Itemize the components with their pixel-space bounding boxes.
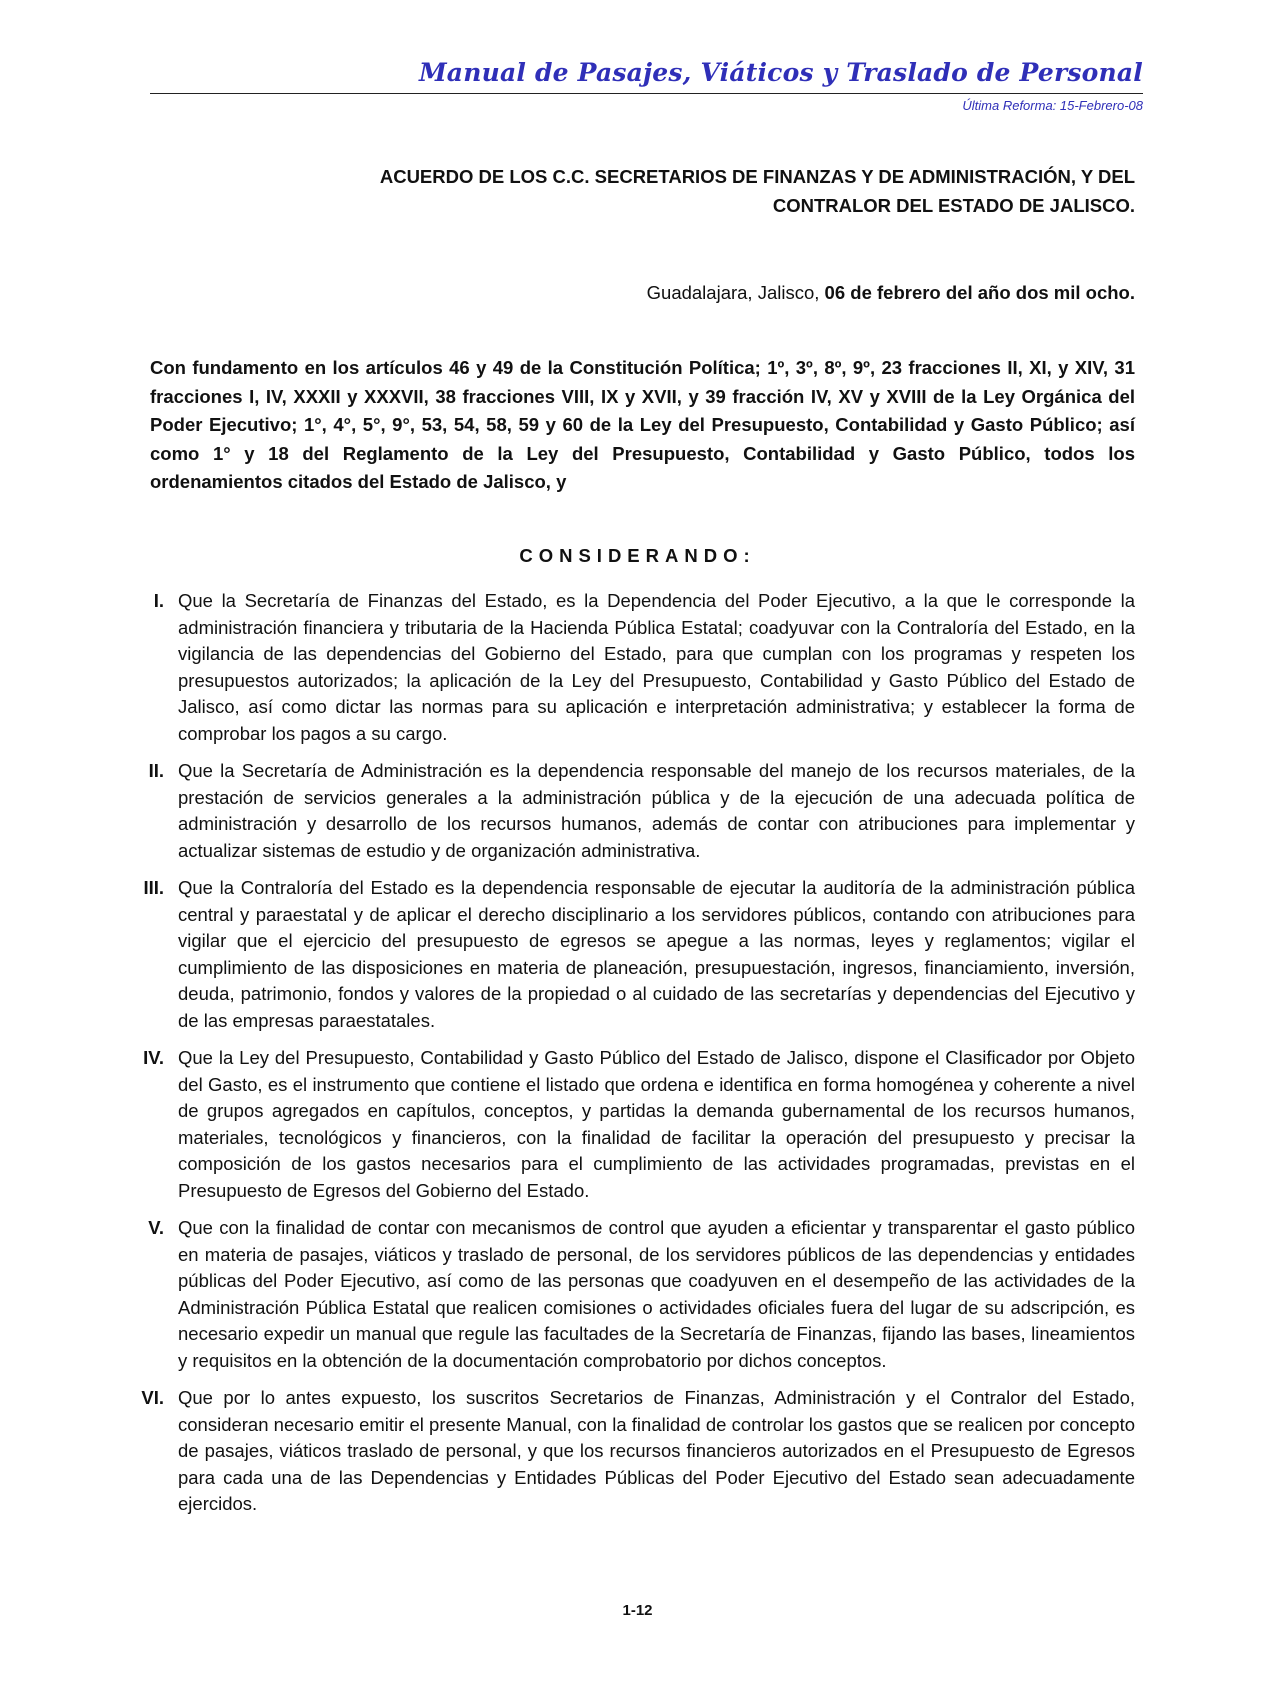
list-item (130, 1045, 1135, 1204)
item-number: III. (143, 877, 164, 898)
item-text: Que por lo antes expuesto, los suscritos Secretarios de Finanzas, Administración y el Contralor del Estado, consideran necesario emitir el presente Manual, con la finalidad de controlar los gastos que se realicen por concepto de pasajes, viáticos traslado de personal, y que los recursos financieros autorizados en el Presupuesto de Egresos para cada una de las Dependencias y Entidades Públicas del Poder Ejecutivo del Estado sean adecuadamente ejercidos. (178, 1387, 1135, 1514)
list-item (130, 758, 1135, 864)
item-text: Que la Secretaría de Administración es la dependencia responsable del manejo de los recursos materiales, de la prestación de servicios generales a la administración pública y de la ejecución de una adecuada política de administración y desarrollo de los recursos humanos, además de contar con atribuciones para implementar y actualizar sistemas de estudio y de organización administrativa. (178, 760, 1135, 861)
manual-title: Manual de Pasajes, Viáticos y Traslado de Personal (418, 58, 1143, 87)
item-number: V. (148, 1217, 164, 1238)
considerando-list (130, 588, 1135, 1529)
item-text: Que la Contraloría del Estado es la dependencia responsable de ejecutar la auditoría de la administración pública central y paraestatal y de aplicar el derecho disciplinario a los servidores públicos, contando con atribuciones para vigilar que el ejercicio del presupuesto de egresos se apegue a las normas, leyes y reglamentos; vigilar el cumplimiento de las disposiciones en materia de planeación, presupuestación, ingresos, financiamiento, inversión, deuda, patrimonio, fondos y valores de la propiedad o al cuidado de las secretarías y dependencias del Ejecutivo y de las empresas paraestatales. (178, 877, 1135, 1031)
agreement-heading-line-2: CONTRALOR DEL ESTADO DE JALISCO. (772, 195, 1135, 216)
list-item (130, 588, 1135, 747)
agreement-heading (275, 162, 1135, 220)
list-item (130, 1215, 1135, 1374)
place-date: 06 de febrero del año dos mil ocho. (824, 282, 1135, 303)
list-item (130, 875, 1135, 1034)
list-item (130, 1385, 1135, 1518)
agreement-heading-line-1: ACUERDO DE LOS C.C. SECRETARIOS DE FINANZAS Y DE ADMINISTRACIÓN, Y DEL (379, 166, 1135, 187)
page-number: 1-12 (622, 1602, 653, 1619)
item-number: IV. (143, 1047, 164, 1068)
item-number: II. (148, 760, 164, 781)
item-number: I. (153, 590, 164, 611)
place-city: Guadalajara, Jalisco, (646, 282, 820, 303)
item-text: Que con la finalidad de contar con mecanismos de control que ayuden a eficientar y transparentar el gasto público en materia de pasajes, viáticos y traslado de personal, de los servidores públicos de las dependencias y entidades públicas del Poder Ejecutivo, así como de las personas que coadyuven en el desempeño de las actividades de la Administración Pública Estatal que realicen comisiones o actividades oficiales fuera del lugar de su adscripción, es necesario expedir un manual que regule las facultades de la Secretaría de Finanzas, fijando las bases, lineamientos y requisitos en la obtención de la documentación comprobatorio por dichos conceptos. (178, 1217, 1135, 1371)
considerando-heading: CONSIDERANDO: (519, 545, 756, 566)
last-reform-date: Última Reforma: 15-Febrero-08 (962, 98, 1143, 113)
item-text: Que la Secretaría de Finanzas del Estado, es la Dependencia del Poder Ejecutivo, a la que le corresponde la administración financiera y tributaria de la Hacienda Pública Estatal; coadyuvar con la Contraloría del Estado, en la vigilancia de las dependencias del Gobierno del Estado, para que cumplan con los programas y respeten los presupuestos autorizados; la aplicación de la Ley del Presupuesto, Contabilidad y Gasto Público del Estado de Jalisco, así como dictar las normas para su aplicación e interpretación administrativa; y establecer la forma de comprobar los pagos a su cargo. (178, 590, 1135, 744)
item-number: VI. (141, 1387, 164, 1408)
place-and-date (647, 282, 1135, 304)
header-rule (150, 93, 1143, 94)
item-text: Que la Ley del Presupuesto, Contabilidad y Gasto Público del Estado de Jalisco, dispone el Clasificador por Objeto del Gasto, es el instrumento que contiene el listado que ordena e identifica en forma homogénea y coherente a nivel de grupos agregados en capítulos, conceptos, y partidas la demanda gubernamental de los recursos humanos, materiales, tecnológicos y financieros, con la finalidad de facilitar la operación del presupuesto y precisar la composición de los gastos necesarios para el cumplimiento de las actividades programadas, previstas en el Presupuesto de Egresos del Gobierno del Estado. (178, 1047, 1135, 1201)
legal-basis-paragraph: Con fundamento en los artículos 46 y 49 de la Constitución Política; 1º, 3º, 8º, 9º, 23 fracciones II, XI, y XIV, 31 fracciones I, IV, XXXII y XXXVII, 38 fracciones VIII, IX y XVII, y 39 fracción IV, XV y XVIII de la Ley Orgánica del Poder Ejecutivo; 1°, 4°, 5°, 9°, 53, 54, 58, 59 y 60 de la Ley del Presupuesto, Contabilidad y Gasto Público; así como 1° y 18 del Reglamento de la Ley del Presupuesto, Contabilidad y Gasto Público, todos los ordenamientos citados del Estado de Jalisco, y (150, 357, 1135, 492)
